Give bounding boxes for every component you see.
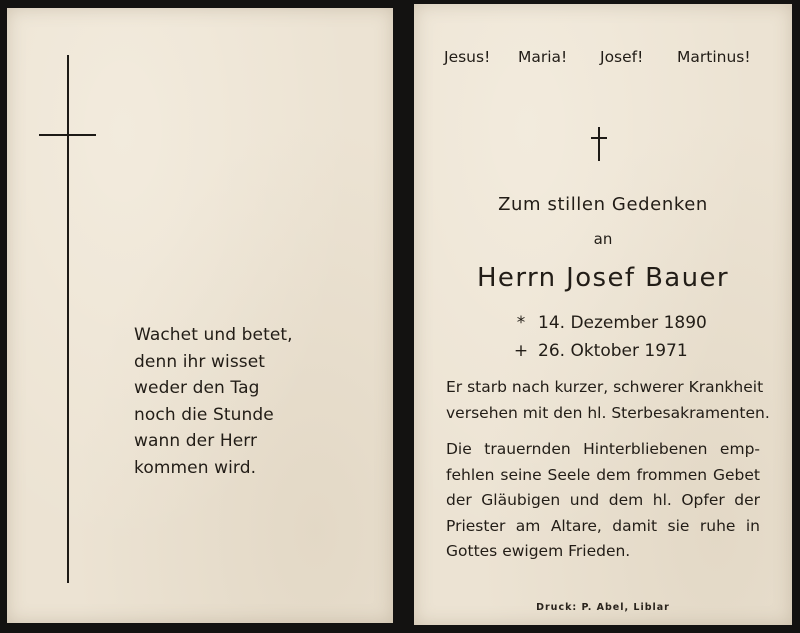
paragraph-line: fehlen seine Seele dem frommen Gebet bbox=[446, 465, 760, 484]
verse-line: wann der Herr bbox=[134, 431, 258, 451]
death-date-row bbox=[510, 337, 707, 365]
paragraph-line: Er starb nach kurzer, schwerer Krankheit bbox=[446, 378, 764, 396]
invocation-martinus: Martinus! bbox=[677, 48, 751, 66]
memorial-card-left-page bbox=[7, 8, 393, 623]
cross-icon-horizontal bbox=[591, 137, 607, 139]
birth-date-row bbox=[510, 309, 707, 337]
memory-title: Zum stillen Gedenken bbox=[498, 194, 708, 215]
memorial-card-right-page bbox=[414, 4, 792, 625]
verse-line: Wachet und betet, bbox=[134, 325, 293, 345]
invocation-jesus: Jesus! bbox=[444, 48, 491, 66]
verse-line: weder den Tag bbox=[134, 378, 260, 398]
cross-icon-vertical bbox=[598, 127, 600, 161]
verse-line: denn ihr wisset bbox=[134, 351, 266, 372]
death-cross-icon: + bbox=[513, 341, 529, 361]
verse-line: kommen wird. bbox=[134, 457, 257, 478]
memory-dedication: an bbox=[593, 230, 613, 248]
birth-star-icon: * bbox=[516, 313, 526, 333]
birth-date: 14. Dezember 1890 bbox=[538, 313, 707, 333]
bible-verse bbox=[134, 322, 354, 481]
paragraph-line: der Gläubigen und dem hl. Opfer der bbox=[446, 491, 760, 509]
life-dates bbox=[510, 309, 707, 365]
invocations-row bbox=[444, 48, 758, 70]
invocation-maria: Maria! bbox=[518, 48, 568, 66]
paragraph-line: Gottes ewigem Frieden. bbox=[446, 542, 631, 560]
paragraph-line: Die trauernden Hinterbliebenen emp- bbox=[446, 440, 760, 458]
printer-credit: Druck: P. Abel, Liblar bbox=[536, 602, 670, 613]
invocation-josef: Josef! bbox=[600, 48, 644, 66]
death-date: 26. Oktober 1971 bbox=[538, 341, 688, 361]
paragraph-line: Priester am Altare, damit sie ruhe in bbox=[446, 516, 760, 535]
paragraph-line: versehen mit den hl. Sterbesakramenten. bbox=[446, 403, 770, 422]
deceased-name: Herrn Josef Bauer bbox=[476, 263, 730, 293]
cross-icon-horizontal-beam bbox=[39, 134, 96, 136]
death-paragraph bbox=[446, 375, 770, 426]
cross-icon bbox=[590, 127, 608, 161]
mourners-paragraph bbox=[446, 437, 760, 565]
verse-line: noch die Stunde bbox=[134, 404, 274, 425]
